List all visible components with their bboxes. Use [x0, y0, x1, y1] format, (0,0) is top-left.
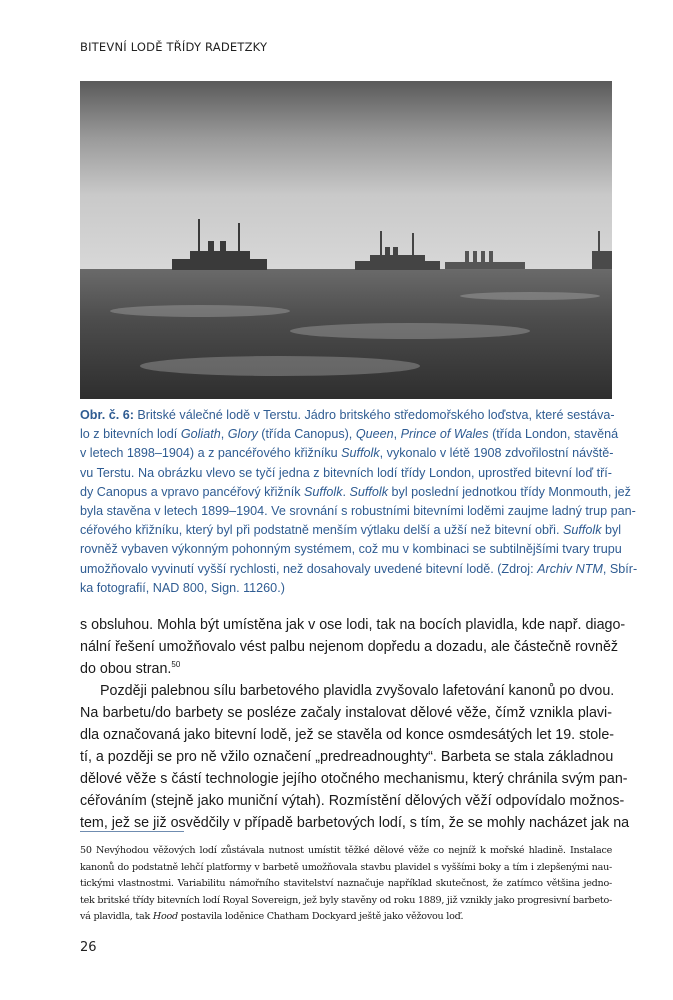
paragraph-line — [80, 768, 628, 790]
text-segment: Glory — [227, 427, 258, 442]
text-segment: Na barbetu/do barbety se posléze začaly instalovat dělové věže, čímž vznikla plavi- — [80, 705, 612, 721]
footnote-reference[interactable]: 50 — [171, 660, 181, 669]
text-segment: Prince of Wales — [400, 427, 489, 442]
text-segment: vá plavidla, tak — [80, 911, 153, 923]
text-segment: céřového křižníku, který byl při podstatně menším výtlaku delší a užší než bitevní obři. — [80, 523, 563, 538]
text-segment: vu Terstu. Na obrázku vlevo se tyčí jedna z bitevních lodí třídy London, uprostřed bitevní loď tří- — [80, 465, 612, 480]
text-segment: byl poslední jednotkou třídy Monmouth, jež — [388, 484, 631, 499]
text-segment: céřováním (stejně jako muniční výtah). Rozmístění dělových věží odpovídalo možnos- — [80, 793, 625, 809]
text-segment: . — [342, 484, 350, 499]
text-segment: tí, a později se pro ně vžilo označení „predreadnoughty“. Barbeta se stala základnou — [80, 749, 614, 765]
footnote-divider — [80, 831, 184, 832]
text-segment: v letech 1898–1904) a z pancéřového křižníku — [80, 446, 342, 461]
text-segment: tek britské třídy bitevních lodí Royal Sovereign, jež byly stavěny od roku 1889, již vznikly jako progresivní barbeto- — [80, 894, 612, 906]
page-number: 26 — [80, 940, 97, 955]
paragraph-line — [80, 614, 626, 636]
body-text — [80, 614, 630, 834]
text-segment: Suffolk — [349, 484, 389, 499]
text-segment: Suffolk — [304, 484, 343, 499]
text-segment: Později palebnou sílu barbetového plavidla zvyšovalo lafetování kanonů po dvou. — [100, 683, 615, 699]
figure-caption — [80, 406, 638, 598]
text-segment: Archiv NTM — [537, 561, 603, 576]
photo-british-warships-trieste — [80, 81, 612, 399]
text-line — [80, 909, 612, 926]
text-segment: lo z bitevních lodí — [80, 427, 181, 442]
text-segment: nální řešení umožňovalo vést palbu nejenom dopředu a dozadu, ale částečně rovněž — [80, 639, 619, 655]
running-header: BITEVNÍ LODĚ TŘÍDY RADETZKY — [80, 40, 268, 54]
text-segment: tickými vlastnostmi. Variabilitu námořního stavitelství naznačuje například skutečnost, že zatímco většina jedno- — [80, 878, 612, 890]
paragraph-line — [80, 702, 612, 724]
text-segment: kanonů do podstatně lehčí platformy v barbetě umožňovala stavbu plavidel s vyššími boky a tím i zlepšenými nau- — [80, 861, 612, 873]
text-line — [80, 560, 638, 579]
text-segment: postavila loděnice Chatham Dockyard ještě jako věžovou loď. — [177, 911, 464, 923]
text-segment: Hood — [152, 911, 178, 923]
text-segment: dy Canopus a vpravo pancéřový křižník — [80, 484, 305, 499]
text-line — [80, 521, 622, 540]
text-segment: dla označovaná jako bitevní lodě, jež se stavěla od konce osmdesátých let 19. stole- — [80, 727, 615, 743]
text-line — [80, 444, 612, 463]
paragraph-line — [80, 790, 625, 812]
text-segment: (třída London, stavěná — [488, 427, 619, 442]
text-line — [80, 406, 615, 425]
text-segment: tem, jež se již osvědčily v případě barbetových lodí, s tím, že se mohly nacházet jak na — [80, 815, 630, 831]
text-line — [80, 876, 612, 893]
text-line — [80, 502, 636, 521]
text-segment: byla stavěna v letech 1899–1904. Ve srovnání s robustními bitevními loděmi zaujme ladný trup pan- — [80, 503, 636, 518]
paragraph-line — [80, 680, 615, 702]
text-segment: 50 Nevýhodou věžových lodí zůstávala nutnost umístit těžké dělové věže co nejníž k mořské hladině. Instalace — [80, 845, 612, 856]
text-line — [80, 843, 612, 860]
text-line — [80, 464, 612, 483]
caption-label: Obr. č. 6: — [80, 408, 134, 422]
text-line — [80, 860, 612, 877]
text-segment: s obsluhou. Mohla být umístěna jak v ose lodi, tak na bocích plavidla, kde např. diago- — [80, 617, 626, 633]
text-segment: , vykonalo v létě 1908 zdvořilostní návště- — [379, 446, 614, 461]
text-line — [80, 893, 612, 910]
text-segment: Suffolk — [341, 446, 380, 461]
text-segment: byl — [601, 523, 622, 538]
text-segment: ka fotografií, NAD 800, Sign. 11260.) — [80, 580, 285, 595]
text-segment: , — [220, 427, 228, 442]
text-segment: do obou stran. — [80, 661, 172, 677]
text-segment: , Sbír- — [602, 561, 638, 576]
footnote — [80, 843, 612, 926]
paragraph-line — [80, 746, 612, 768]
text-segment: dělové věže s částí technologie jejího otočného mechanismu, který chránila svým pan- — [80, 771, 628, 787]
paragraph-line — [80, 658, 612, 680]
text-segment: Goliath — [180, 427, 221, 442]
paragraph-line — [80, 636, 619, 658]
text-segment: Britské válečné lodě v Terstu. Jádro britského středomořského loďstva, které sestáva- — [133, 408, 615, 422]
text-segment: , — [393, 427, 401, 442]
text-segment: Queen — [355, 427, 394, 442]
text-segment: Suffolk — [562, 523, 602, 538]
text-segment: rovněž vybaven výkonným pohonným systémem, což mu v kombinaci se subtilnějšími tvary trupu — [80, 542, 622, 557]
text-line — [80, 579, 612, 598]
paragraph-line — [80, 724, 615, 746]
text-segment: (třída Canopus), — [257, 427, 356, 442]
text-segment: umožňovalo vyvinutí vyšší rychlosti, než dosahovaly uvedené bitevní lodě. (Zdroj: — [80, 561, 538, 576]
text-line — [80, 425, 619, 444]
text-line — [80, 540, 622, 559]
text-line — [80, 483, 631, 502]
